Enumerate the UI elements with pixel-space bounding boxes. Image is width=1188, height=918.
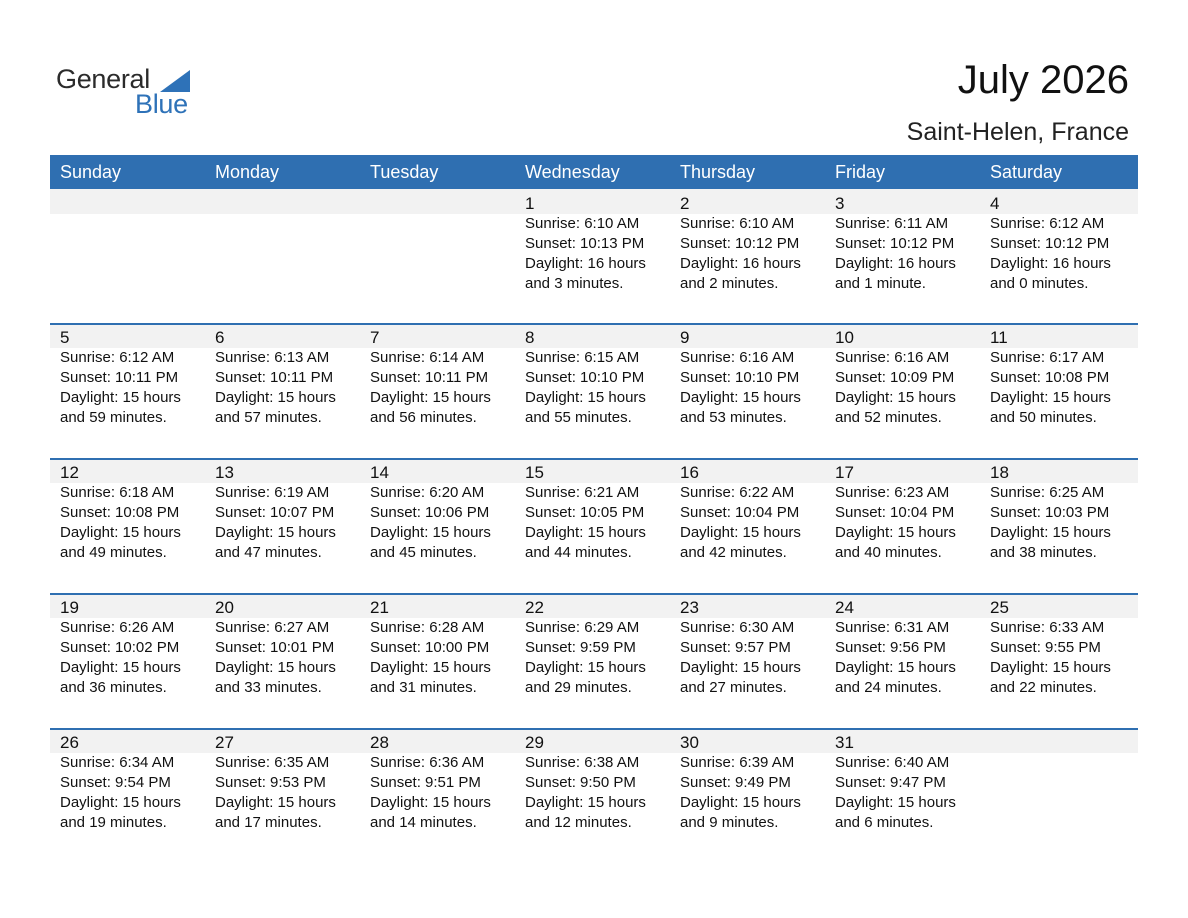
sunset-text: Sunset: 10:12 PM — [680, 235, 800, 252]
daylight-minutes-text: and 9 minutes. — [680, 814, 779, 831]
day-cell — [360, 189, 515, 294]
day-info — [835, 618, 980, 698]
day-cell — [825, 593, 980, 698]
daylight-text: Daylight: 15 hours — [215, 524, 336, 541]
sunrise-text: Sunrise: 6:22 AM — [680, 484, 795, 501]
day-number: 30 — [680, 733, 699, 752]
sunrise-text: Sunrise: 6:30 AM — [680, 619, 795, 636]
day-info — [680, 348, 825, 428]
daylight-minutes-text: and 33 minutes. — [215, 679, 322, 696]
daylight-minutes-text: and 56 minutes. — [370, 409, 477, 426]
day-number: 23 — [680, 598, 699, 617]
day-cell — [670, 323, 825, 428]
week-row — [50, 323, 1138, 458]
daylight-text: Daylight: 16 hours — [680, 255, 801, 272]
day-info — [370, 618, 515, 698]
day-number: 29 — [525, 733, 544, 752]
sunset-text: Sunset: 9:51 PM — [370, 774, 481, 791]
week-row — [50, 728, 1138, 863]
week-row — [50, 458, 1138, 593]
sunset-text: Sunset: 9:49 PM — [680, 774, 791, 791]
logo-text-general: General — [56, 64, 150, 94]
day-number: 14 — [370, 463, 389, 482]
page-title: July 2026 — [957, 58, 1129, 102]
day-info — [370, 753, 515, 833]
day-cell — [50, 323, 205, 428]
week-days — [50, 728, 1138, 833]
sunset-text: Sunset: 10:13 PM — [525, 235, 645, 252]
sunrise-text: Sunrise: 6:40 AM — [835, 754, 950, 771]
daylight-text: Daylight: 15 hours — [370, 524, 491, 541]
daylight-minutes-text: and 12 minutes. — [525, 814, 632, 831]
day-cell — [50, 189, 205, 294]
sunrise-text: Sunrise: 6:20 AM — [370, 484, 485, 501]
day-number: 9 — [680, 328, 690, 347]
sunrise-text: Sunrise: 6:21 AM — [525, 484, 640, 501]
sunrise-text: Sunrise: 6:16 AM — [835, 349, 950, 366]
daylight-minutes-text: and 52 minutes. — [835, 409, 942, 426]
day-info — [370, 483, 515, 563]
daylight-minutes-text: and 24 minutes. — [835, 679, 942, 696]
daylight-minutes-text: and 29 minutes. — [525, 679, 632, 696]
day-number: 22 — [525, 598, 544, 617]
sunrise-text: Sunrise: 6:38 AM — [525, 754, 640, 771]
day-number — [370, 189, 515, 214]
day-cell — [980, 323, 1138, 428]
sunrise-text: Sunrise: 6:13 AM — [215, 349, 330, 366]
day-number: 13 — [215, 463, 234, 482]
sunrise-text: Sunrise: 6:34 AM — [60, 754, 175, 771]
daylight-minutes-text: and 2 minutes. — [680, 275, 779, 292]
day-cell — [670, 593, 825, 698]
daylight-text: Daylight: 15 hours — [835, 794, 956, 811]
day-number: 17 — [835, 463, 854, 482]
sunrise-text: Sunrise: 6:29 AM — [525, 619, 640, 636]
sunrise-text: Sunrise: 6:31 AM — [835, 619, 950, 636]
week-days — [50, 323, 1138, 428]
daylight-minutes-text: and 57 minutes. — [215, 409, 322, 426]
day-info — [525, 618, 670, 698]
day-cell — [515, 728, 670, 833]
weekday-header — [50, 155, 1138, 189]
sunset-text: Sunset: 9:54 PM — [60, 774, 171, 791]
day-info — [990, 348, 1138, 428]
weekday-saturday: Saturday — [990, 162, 1063, 182]
day-info — [215, 348, 360, 428]
day-cell — [205, 458, 360, 563]
day-info — [525, 483, 670, 563]
daylight-minutes-text: and 47 minutes. — [215, 544, 322, 561]
sunrise-text: Sunrise: 6:16 AM — [680, 349, 795, 366]
daylight-minutes-text: and 36 minutes. — [60, 679, 167, 696]
daylight-text: Daylight: 15 hours — [370, 794, 491, 811]
daylight-text: Daylight: 15 hours — [60, 794, 181, 811]
day-number: 1 — [525, 194, 535, 213]
day-cell — [980, 189, 1138, 294]
daylight-minutes-text: and 27 minutes. — [680, 679, 787, 696]
daylight-text: Daylight: 15 hours — [215, 659, 336, 676]
day-cell — [515, 189, 670, 294]
sunset-text: Sunset: 10:04 PM — [835, 504, 955, 521]
sunset-text: Sunset: 9:47 PM — [835, 774, 946, 791]
daylight-text: Daylight: 15 hours — [525, 524, 646, 541]
sunrise-text: Sunrise: 6:36 AM — [370, 754, 485, 771]
sunset-text: Sunset: 10:10 PM — [680, 369, 800, 386]
day-cell — [205, 323, 360, 428]
daylight-minutes-text: and 6 minutes. — [835, 814, 934, 831]
day-number: 31 — [835, 733, 854, 752]
day-info — [835, 753, 980, 833]
day-info — [990, 618, 1138, 698]
daylight-minutes-text: and 44 minutes. — [525, 544, 632, 561]
day-number: 18 — [990, 463, 1009, 482]
day-number: 28 — [370, 733, 389, 752]
sunset-text: Sunset: 10:11 PM — [370, 369, 489, 386]
sunset-text: Sunset: 10:11 PM — [215, 369, 334, 386]
daylight-minutes-text: and 55 minutes. — [525, 409, 632, 426]
weekday-wednesday: Wednesday — [525, 162, 620, 182]
daylight-text: Daylight: 15 hours — [60, 659, 181, 676]
sunset-text: Sunset: 10:12 PM — [990, 235, 1110, 252]
daylight-text: Daylight: 15 hours — [680, 524, 801, 541]
weeks-container — [50, 189, 1138, 863]
day-info — [525, 214, 670, 294]
weekday-monday: Monday — [215, 162, 280, 182]
daylight-minutes-text: and 45 minutes. — [370, 544, 477, 561]
day-number: 5 — [60, 328, 70, 347]
daylight-text: Daylight: 15 hours — [370, 389, 491, 406]
daylight-minutes-text: and 50 minutes. — [990, 409, 1097, 426]
sunset-text: Sunset: 9:53 PM — [215, 774, 326, 791]
day-info — [60, 753, 205, 833]
sunrise-text: Sunrise: 6:10 AM — [525, 215, 640, 232]
daylight-minutes-text: and 17 minutes. — [215, 814, 322, 831]
day-cell — [360, 593, 515, 698]
day-info — [525, 753, 670, 833]
sunset-text: Sunset: 10:02 PM — [60, 639, 180, 656]
location-subtitle: Saint-Helen, France — [906, 118, 1129, 146]
daylight-text: Daylight: 16 hours — [525, 255, 646, 272]
day-number: 21 — [370, 598, 389, 617]
day-number: 19 — [60, 598, 79, 617]
day-number: 16 — [680, 463, 699, 482]
day-number: 20 — [215, 598, 234, 617]
daylight-text: Daylight: 15 hours — [370, 659, 491, 676]
day-info — [680, 214, 825, 294]
day-info — [680, 483, 825, 563]
daylight-minutes-text: and 1 minute. — [835, 275, 926, 292]
day-info — [990, 483, 1138, 563]
day-info — [215, 483, 360, 563]
daylight-text: Daylight: 15 hours — [215, 794, 336, 811]
day-cell — [205, 728, 360, 833]
sunset-text: Sunset: 10:06 PM — [370, 504, 490, 521]
day-number — [60, 189, 205, 214]
sunrise-text: Sunrise: 6:28 AM — [370, 619, 485, 636]
day-number: 15 — [525, 463, 544, 482]
sunset-text: Sunset: 10:07 PM — [215, 504, 335, 521]
day-number: 4 — [990, 194, 1000, 213]
daylight-text: Daylight: 15 hours — [835, 389, 956, 406]
day-cell — [360, 323, 515, 428]
day-cell — [980, 593, 1138, 698]
daylight-text: Daylight: 15 hours — [680, 389, 801, 406]
sunset-text: Sunset: 10:12 PM — [835, 235, 955, 252]
day-number: 27 — [215, 733, 234, 752]
day-number: 24 — [835, 598, 854, 617]
daylight-text: Daylight: 15 hours — [990, 389, 1111, 406]
daylight-minutes-text: and 53 minutes. — [680, 409, 787, 426]
day-number: 26 — [60, 733, 79, 752]
week-row — [50, 189, 1138, 323]
daylight-text: Daylight: 15 hours — [215, 389, 336, 406]
sunset-text: Sunset: 9:59 PM — [525, 639, 636, 656]
sunset-text: Sunset: 10:00 PM — [370, 639, 490, 656]
sunrise-text: Sunrise: 6:17 AM — [990, 349, 1105, 366]
logo — [56, 62, 216, 118]
daylight-text: Daylight: 15 hours — [990, 524, 1111, 541]
sunset-text: Sunset: 9:56 PM — [835, 639, 946, 656]
sunrise-text: Sunrise: 6:11 AM — [835, 215, 949, 232]
day-number: 7 — [370, 328, 380, 347]
day-info — [835, 348, 980, 428]
sunrise-text: Sunrise: 6:27 AM — [215, 619, 330, 636]
day-info — [215, 618, 360, 698]
day-cell — [825, 458, 980, 563]
sunset-text: Sunset: 10:11 PM — [60, 369, 179, 386]
daylight-text: Daylight: 16 hours — [990, 255, 1111, 272]
week-days — [50, 458, 1138, 563]
day-cell — [670, 728, 825, 833]
day-cell — [515, 458, 670, 563]
day-cell — [50, 458, 205, 563]
week-days — [50, 593, 1138, 698]
day-info — [525, 348, 670, 428]
day-cell — [515, 593, 670, 698]
weekday-friday: Friday — [835, 162, 886, 182]
daylight-minutes-text: and 0 minutes. — [990, 275, 1089, 292]
sunset-text: Sunset: 10:09 PM — [835, 369, 955, 386]
day-number — [990, 728, 1138, 753]
day-cell — [205, 593, 360, 698]
day-cell — [50, 593, 205, 698]
day-info — [835, 483, 980, 563]
sunset-text: Sunset: 10:08 PM — [60, 504, 180, 521]
weekday-sunday: Sunday — [60, 162, 122, 182]
sunset-text: Sunset: 9:50 PM — [525, 774, 636, 791]
day-number: 8 — [525, 328, 535, 347]
sunrise-text: Sunrise: 6:26 AM — [60, 619, 175, 636]
sunset-text: Sunset: 10:01 PM — [215, 639, 335, 656]
daylight-text: Daylight: 15 hours — [60, 524, 181, 541]
daylight-minutes-text: and 3 minutes. — [525, 275, 624, 292]
calendar-grid — [50, 155, 1138, 863]
day-cell — [515, 323, 670, 428]
sunrise-text: Sunrise: 6:12 AM — [60, 349, 175, 366]
day-cell — [360, 728, 515, 833]
day-cell — [670, 189, 825, 294]
sunrise-text: Sunrise: 6:15 AM — [525, 349, 640, 366]
logo-text-blue: Blue — [135, 89, 188, 119]
sunset-text: Sunset: 10:05 PM — [525, 504, 645, 521]
day-info — [370, 348, 515, 428]
day-cell — [205, 189, 360, 294]
sunrise-text: Sunrise: 6:33 AM — [990, 619, 1105, 636]
day-info — [990, 214, 1138, 294]
day-info — [835, 214, 980, 294]
sunset-text: Sunset: 10:10 PM — [525, 369, 645, 386]
sunset-text: Sunset: 9:57 PM — [680, 639, 791, 656]
day-cell — [360, 458, 515, 563]
daylight-minutes-text: and 19 minutes. — [60, 814, 167, 831]
daylight-text: Daylight: 15 hours — [680, 659, 801, 676]
day-info — [215, 753, 360, 833]
daylight-minutes-text: and 59 minutes. — [60, 409, 167, 426]
daylight-minutes-text: and 22 minutes. — [990, 679, 1097, 696]
daylight-text: Daylight: 15 hours — [525, 389, 646, 406]
day-info — [60, 618, 205, 698]
daylight-minutes-text: and 14 minutes. — [370, 814, 477, 831]
weekday-thursday: Thursday — [680, 162, 756, 182]
daylight-text: Daylight: 15 hours — [525, 794, 646, 811]
daylight-text: Daylight: 15 hours — [60, 389, 181, 406]
weekday-tuesday: Tuesday — [370, 162, 439, 182]
sunrise-text: Sunrise: 6:18 AM — [60, 484, 175, 501]
day-cell — [825, 323, 980, 428]
sunrise-text: Sunrise: 6:10 AM — [680, 215, 795, 232]
sunrise-text: Sunrise: 6:25 AM — [990, 484, 1105, 501]
day-info — [680, 618, 825, 698]
day-cell — [825, 728, 980, 833]
day-info — [680, 753, 825, 833]
day-cell — [980, 458, 1138, 563]
day-cell — [50, 728, 205, 833]
sunset-text: Sunset: 10:08 PM — [990, 369, 1110, 386]
daylight-text: Daylight: 15 hours — [835, 524, 956, 541]
day-number: 2 — [680, 194, 690, 213]
day-cell — [980, 728, 1138, 833]
daylight-minutes-text: and 42 minutes. — [680, 544, 787, 561]
sunrise-text: Sunrise: 6:35 AM — [215, 754, 330, 771]
daylight-text: Daylight: 16 hours — [835, 255, 956, 272]
daylight-text: Daylight: 15 hours — [990, 659, 1111, 676]
week-row — [50, 593, 1138, 728]
sunset-text: Sunset: 9:55 PM — [990, 639, 1101, 656]
sunset-text: Sunset: 10:04 PM — [680, 504, 800, 521]
daylight-text: Daylight: 15 hours — [680, 794, 801, 811]
sunrise-text: Sunrise: 6:39 AM — [680, 754, 795, 771]
day-number: 10 — [835, 328, 854, 347]
day-cell — [670, 458, 825, 563]
daylight-minutes-text: and 49 minutes. — [60, 544, 167, 561]
sunrise-text: Sunrise: 6:19 AM — [215, 484, 330, 501]
daylight-text: Daylight: 15 hours — [525, 659, 646, 676]
sunrise-text: Sunrise: 6:23 AM — [835, 484, 950, 501]
day-number: 6 — [215, 328, 225, 347]
day-number — [215, 189, 360, 214]
week-days — [50, 189, 1138, 294]
sunrise-text: Sunrise: 6:14 AM — [370, 349, 485, 366]
day-cell — [825, 189, 980, 294]
day-number: 12 — [60, 463, 79, 482]
sunset-text: Sunset: 10:03 PM — [990, 504, 1110, 521]
sunrise-text: Sunrise: 6:12 AM — [990, 215, 1105, 232]
day-number: 3 — [835, 194, 845, 213]
daylight-text: Daylight: 15 hours — [835, 659, 956, 676]
daylight-minutes-text: and 31 minutes. — [370, 679, 477, 696]
day-info — [60, 483, 205, 563]
daylight-minutes-text: and 40 minutes. — [835, 544, 942, 561]
day-number: 11 — [990, 328, 1008, 347]
daylight-minutes-text: and 38 minutes. — [990, 544, 1097, 561]
day-info — [60, 348, 205, 428]
day-number: 25 — [990, 598, 1009, 617]
